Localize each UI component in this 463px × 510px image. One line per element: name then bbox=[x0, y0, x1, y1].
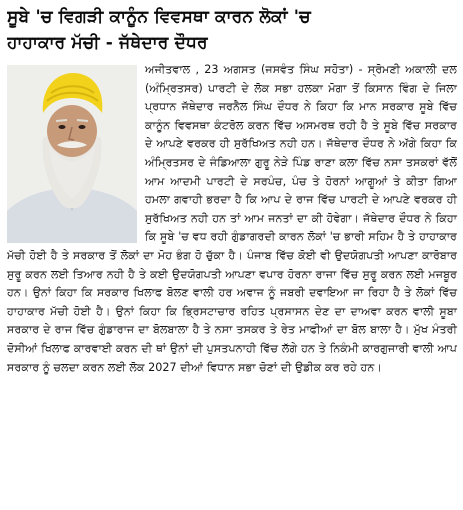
eyebrow-right bbox=[77, 120, 88, 121]
portrait-photo bbox=[7, 65, 137, 243]
headline bbox=[7, 4, 457, 56]
portrait-illustration bbox=[7, 65, 137, 243]
eye-left bbox=[59, 125, 66, 129]
eye-right bbox=[79, 125, 86, 129]
article-body bbox=[7, 61, 457, 377]
face bbox=[47, 105, 97, 157]
headline-line-2: ਹਾਹਾਕਾਰ ਮੱਚੀ - ਜੱਥੇਦਾਰ ਦੌਧਰ bbox=[7, 33, 208, 53]
article-text: ਅਜੀਤਵਾਲ , 23 ਅਗਸਤ (ਜਸਵੰਤ ਸਿੰਘ ਸਹੋਤਾ) - ਸ੍ਰੋਮਣੀ ਅਕਾਲੀ ਦਲ (ਅੰਮ੍ਰਿਤਸਰ) ਪਾਰਟੀ ਦੇ ਲੋਕ ਸਭਾ ਹਲਕਾ ਮੋਗਾ ਤੋਂ ਕਿਸਾਨ ਵਿੰਗ ਦੇ ਜਿਲਾ ਪ੍ਰਧਾਨ ਜੱਥੇਦਾਰ ਜਰਨੈਲ ਸਿੰਘ ਦੌਧਰ ਨੇ ਕਿਹਾ ਕਿ ਮਾਨ ਸਰਕਾਰ ਸੂਬੇ ਵਿੱਚ ਕਾਨੂੰਨ ਵਿਵਸਥਾ ਕੰਟਰੋਲ ਕਰਨ ਵਿੱਚ ਅਸਮਰਥ ਰਹੀ ਹੈ ਤੇ ਸੂਬੇ ਵਿੱਚ ਸਰਕਾਰ ਦੇ ਆਪਣੇ ਵਰਕਰ ਹੀ ਸੁਰੱਖਿਅਤ ਨਹੀ ਹਨ। ਜੱਥੇਦਾਰ ਦੌਧਰ ਨੇ ਅੱਗੇ ਕਿਹਾ ਕਿ ਅੰਮ੍ਰਿਤਸਰ ਦੇ ਜੰਡਿਆਲਾ ਗੁਰੂ ਨੇੜੇ ਪਿੰਡ ਰਾਣਾ ਕਲਾ ਵਿੱਚ ਨਸਾ ਤਸਕਰਾਂ ਵੱਲੋਂ ਆਮ ਆਦਮੀ ਪਾਰਟੀ ਦੇ ਸਰਪੰਚ, ਪੰਚ ਤੇ ਹੋਰਨਾਂ ਆਗੂਆਂ ਤੇ ਕੀਤਾ ਗਿਆ ਹਮਲਾ ਗਵਾਹੀ ਭਰਦਾ ਹੈ ਕਿ ਆਪ ਦੇ ਰਾਜ ਵਿੱਚ ਪਾਰਟੀ ਦੇ ਆਪਣੇ ਵਰਕਰ ਹੀ ਸੁਰੱਖਿਅਤ ਨਹੀ ਹਨ ਤਾਂ ਆਮ ਜਨਤਾਂ ਦਾ ਕੀ ਹੋਵੇਗਾ। ਜੱਥੇਦਾਰ ਦੌਧਰ ਨੇ ਕਿਹਾ ਕਿ ਸੂਬੇ 'ਚ ਵਧ ਰਹੀ ਗੁੰਡਾਗਰਦੀ ਕਾਰਨ ਲੋਕਾਂ 'ਚ ਭਾਰੀ ਸਹਿਮ ਹੈ ਤੇ ਹਾਹਾਕਾਰ ਮੱਚੀ ਹੋਈ ਹੈ ਤੇ ਸਰਕਾਰ ਤੋਂ ਲੋਕਾਂ ਦਾ ਮੋਹ ਭੰਗ ਹੋ ਚੁੱਕਾ ਹੈ। ਪੰਜਾਬ ਵਿੱਚ ਕੋਈ ਵੀ ਉਦਯੋਗਪਤੀ ਆਪਣਾ ਕਾਰੋਬਾਰ ਸੁਰੂ ਕਰਨ ਲਈ ਤਿਆਰ ਨਹੀ ਹੈ ਤੇ ਕਈ ਉਦਯੋਗਪਤੀ ਆਪਣਾ ਵਪਾਰ ਹੋਰਨਾ ਰਾਜਾ ਵਿੱਚ ਸੁਰੂ ਕਰਨ ਲਈ ਮਜਬੂਰ ਹਨ। ਉਨਾਂ ਕਿਹਾ ਕਿ ਸਰਕਾਰ ਖਿਲਾਫ ਬੋਲਣ ਵਾਲੀ ਹਰ ਅਵਾਜ ਨੂੰ ਜਬਰੀ ਦਵਾਇਆ ਜਾ ਰਿਹਾ ਹੈ ਤੇ ਲੋਕਾਂ ਵਿੱਚ ਹਾਹਾਕਾਰ ਮੱਚੀ ਹੋਈ ਹੈ। ਉਨਾਂ ਕਿਹਾ ਕਿ ਭ੍ਰਿਸਟਾਚਾਰ ਰਹਿਤ ਪ੍ਰਸਾਸਨ ਦੇਣ ਦਾ ਦਾਅਵਾ ਕਰਨ ਵਾਲੀ ਸੂਬਾ ਸਰਕਾਰ ਦੇ ਰਾਜ ਵਿੱਚ ਗੁੰਡਾਰਾਜ ਦਾ ਬੋਲਬਾਲਾ ਹੈ ਤੇ ਨਸਾ ਤਸਕਰ ਤੇ ਰੇਤ ਮਾਫੀਆਂ ਦਾ ਬੋਲ ਬਾਲਾ ਹੈ। ਮੁੱਖ ਮੰਤਰੀ ਦੋਸੀਆਂ ਖਿਲਾਫ ਕਾਰਵਾਈ ਕਰਨ ਦੀ ਥਾਂ ਉਨਾਂ ਦੀ ਪੁਸਤਪਨਾਹੀ ਵਿੱਚ ਲੱਗੇ ਹਨ ਤੇ ਨਿਕੰਮੀ ਕਾਰਗੁਜਾਰੀ ਵਾਲੀ ਆਪ ਸਰਕਾਰ ਨੂੰ ਚਲਦਾ ਕਰਨ ਲਈ ਲੋਕ 2027 ਦੀਆਂ ਵਿਧਾਨ ਸਭਾ ਚੋਣਾਂ ਦੀ ਉਡੀਕ ਕਰ ਰਹੇ ਹਨ। bbox=[7, 63, 457, 374]
headline-line-1: ਸੂਬੇ 'ਚ ਵਿਗੜੀ ਕਾਨੂੰਨ ਵਿਵਸਥਾ ਕਾਰਨ ਲੋਕਾਂ 'ਚ bbox=[7, 7, 311, 27]
eyebrow-left bbox=[56, 120, 67, 121]
